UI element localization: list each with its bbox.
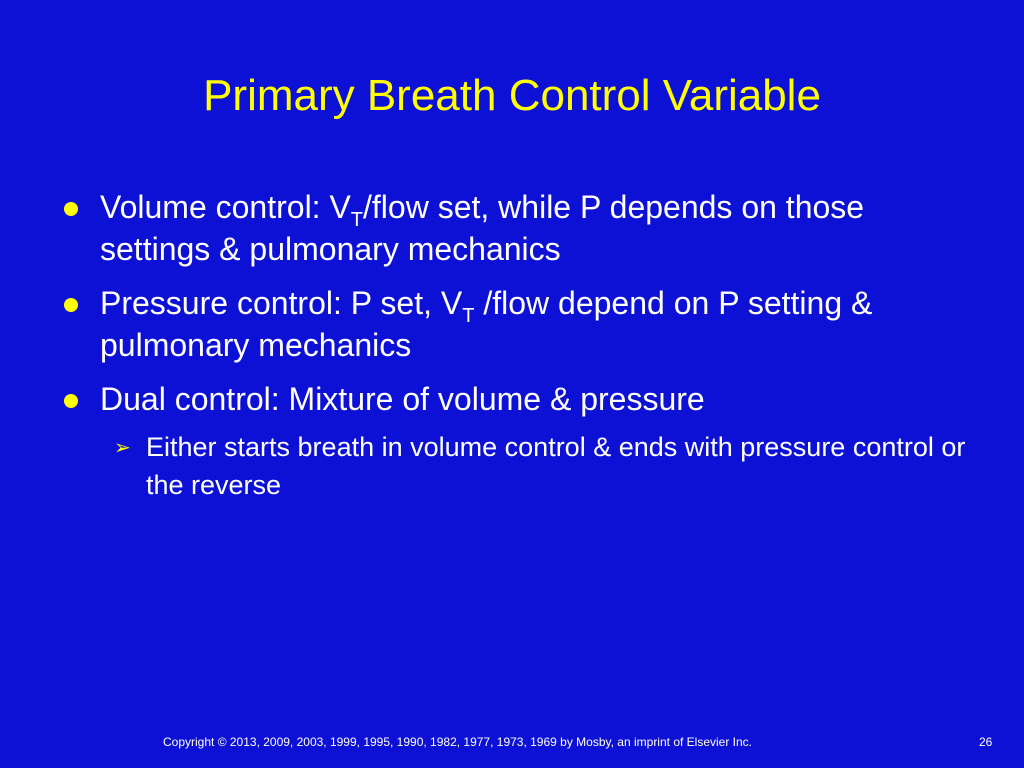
bullet-item-volume-control xyxy=(62,186,972,270)
sub-bullet-text: Either starts breath in volume control & ends with pressure control or the reverse xyxy=(146,432,966,500)
bullet-text-part2: /flow depend on P setting & pulmonary mechanics xyxy=(100,285,873,363)
bullet-item-pressure-control xyxy=(62,282,972,366)
slide-title: Primary Breath Control Variable xyxy=(203,71,821,120)
bullet-icon xyxy=(64,202,78,216)
bullet-text-part1: Pressure control: P set, V xyxy=(100,285,463,321)
bullet-item-dual-control xyxy=(62,378,972,420)
sub-bullet-item xyxy=(62,428,972,504)
bullet-list xyxy=(62,186,972,504)
bullet-icon xyxy=(64,298,78,312)
page-number: 26 xyxy=(979,735,993,749)
bullet-subscript: T xyxy=(462,305,475,327)
bullet-text-part1: Volume control: V xyxy=(100,189,351,225)
bullet-icon xyxy=(64,394,78,408)
bullet-text-part2: /flow set, while P depends on those settings & pulmonary mechanics xyxy=(100,189,865,267)
arrowhead-bullet-icon: ➢ xyxy=(114,435,131,459)
copyright-text: Copyright © 2013, 2009, 2003, 1999, 1995, 1990, 1982, 1977, 1973, 1969 by Mosby, an imprint of Elsevier Inc. xyxy=(163,735,753,749)
bullet-text: Dual control: Mixture of volume & pressure xyxy=(100,381,705,417)
bullet-subscript: T xyxy=(350,209,364,231)
